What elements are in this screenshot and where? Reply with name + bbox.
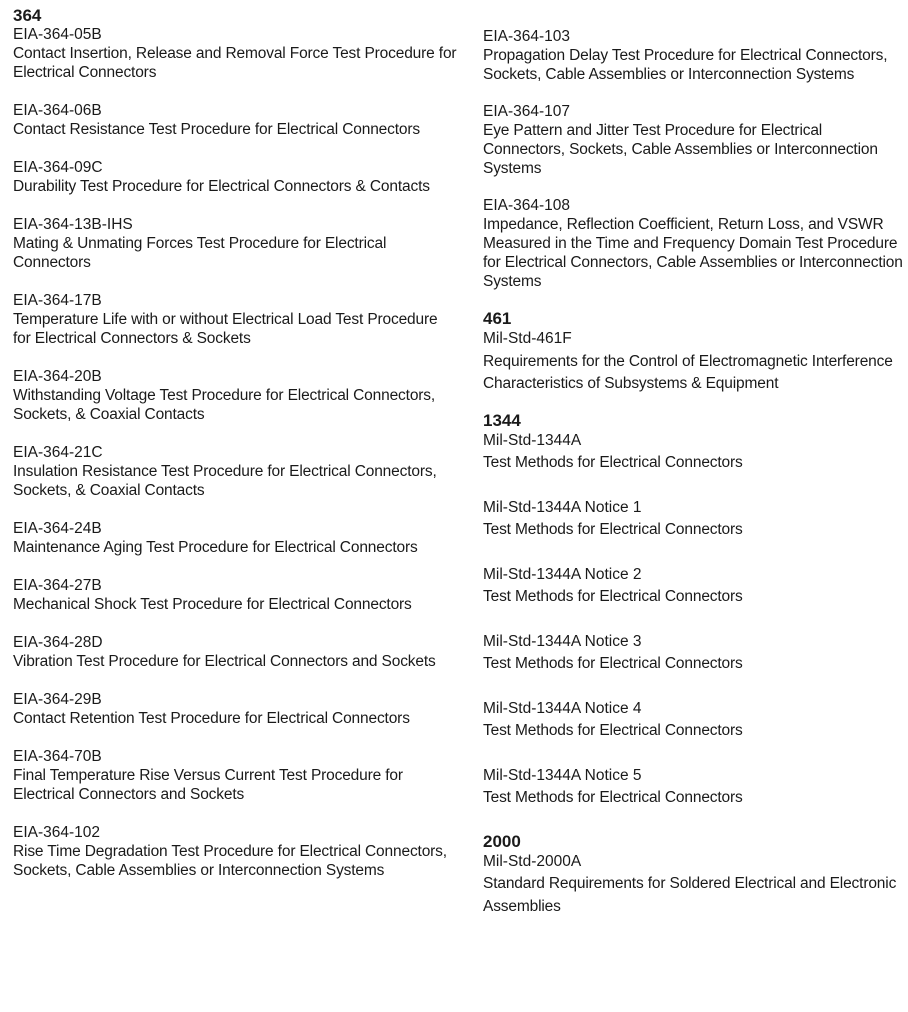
standard-entry [13, 690, 458, 728]
standard-title: Test Methods for Electrical Connectors [483, 454, 743, 471]
standard-code: EIA-364-21C [13, 444, 103, 461]
standard-entry [483, 631, 903, 676]
standard-code: EIA-364-102 [13, 824, 101, 841]
section-heading-364: 364 [13, 6, 42, 25]
standard-title: Test Methods for Electrical Connectors [483, 521, 743, 538]
standard-entry [483, 765, 903, 810]
standard-entry [13, 823, 458, 880]
standard-code: EIA-364-06B [13, 102, 102, 119]
section-364-continued [483, 6, 903, 291]
standard-entry [13, 215, 458, 272]
standard-code: Mil-Std-1344A Notice 5 [483, 766, 642, 784]
standard-code: EIA-364-05B [13, 26, 102, 43]
standard-code: Mil-Std-1344A Notice 3 [483, 632, 642, 650]
standard-title: Test Methods for Electrical Connectors [483, 722, 743, 739]
standard-title: Test Methods for Electrical Connectors [483, 655, 743, 672]
standard-code: EIA-364-20B [13, 368, 102, 385]
section-heading-461: 461 [483, 309, 512, 328]
standard-title: Standard Requirements for Soldered Electrical and Electronic Assemblies [483, 875, 897, 915]
standard-entry [483, 102, 903, 178]
standard-entry [483, 564, 903, 609]
standard-code: Mil-Std-1344A [483, 431, 582, 449]
standard-title: Durability Test Procedure for Electrical Connectors & Contacts [13, 178, 430, 195]
standard-code: EIA-364-29B [13, 691, 102, 708]
standard-code: EIA-364-28D [13, 634, 103, 651]
standard-code: EIA-364-09C [13, 159, 103, 176]
section-2000 [483, 832, 903, 919]
left-column [13, 6, 458, 899]
standard-entry [483, 27, 903, 84]
standard-entry [13, 633, 458, 671]
standard-title: Mechanical Shock Test Procedure for Electrical Connectors [13, 596, 412, 613]
standard-code: Mil-Std-2000A [483, 852, 582, 870]
standard-code: Mil-Std-1344A Notice 4 [483, 699, 642, 717]
standards-list-364-continued [483, 27, 903, 291]
standard-code: Mil-Std-1344A Notice 1 [483, 498, 642, 516]
standards-list-364 [13, 25, 458, 880]
standard-entry [13, 158, 458, 196]
standard-title: Final Temperature Rise Versus Current Test Procedure for Electrical Connectors and Sockets [13, 767, 403, 803]
standard-entry [483, 497, 903, 542]
standard-entry [483, 328, 903, 396]
standard-title: Contact Insertion, Release and Removal Force Test Procedure for Electrical Connectors [13, 45, 457, 81]
standard-title: Temperature Life with or without Electrical Load Test Procedure for Electrical Connectors & Sockets [13, 311, 438, 347]
standards-list-1344 [483, 430, 903, 810]
standard-code: EIA-364-103 [483, 28, 571, 45]
standard-title: Test Methods for Electrical Connectors [483, 588, 743, 605]
standard-entry [483, 196, 903, 291]
standard-entry [13, 519, 458, 557]
section-heading-2000: 2000 [483, 831, 521, 851]
standard-entry [483, 698, 903, 743]
standard-title: Impedance, Reflection Coefficient, Return Loss, and VSWR Measured in the Time and Frequency Domain Test Procedure for Electrical Connectors, Cable Assemblies or Interconnection Systems [483, 216, 903, 290]
standard-code: Mil-Std-1344A Notice 2 [483, 565, 642, 583]
standard-entry [483, 851, 903, 919]
standard-entry [13, 25, 458, 82]
standard-entry [13, 291, 458, 348]
standard-code: EIA-364-108 [483, 197, 571, 214]
standard-code: EIA-364-24B [13, 520, 102, 537]
standard-entry [13, 443, 458, 500]
standard-title: Propagation Delay Test Procedure for Electrical Connectors, Sockets, Cable Assemblies or Interconnection Systems [483, 47, 888, 83]
standard-title: Eye Pattern and Jitter Test Procedure for Electrical Connectors, Sockets, Cable Assemblies or Interconnection Systems [483, 122, 878, 177]
standard-entry [13, 367, 458, 424]
standard-code: EIA-364-107 [483, 103, 571, 120]
section-heading-1344: 1344 [483, 410, 521, 430]
section-1344 [483, 411, 903, 810]
standard-title: Rise Time Degradation Test Procedure for Electrical Connectors, Sockets, Cable Assemblies or Interconnection Systems [13, 843, 447, 879]
standard-title: Mating & Unmating Forces Test Procedure for Electrical Connectors [13, 235, 387, 271]
standard-code: EIA-364-17B [13, 292, 102, 309]
standards-list-2000 [483, 851, 903, 919]
standard-title: Vibration Test Procedure for Electrical Connectors and Sockets [13, 653, 436, 670]
standard-entry [13, 101, 458, 139]
standard-title: Requirements for the Control of Electromagnetic Interference Characteristics of Subsystems & Equipment [483, 352, 893, 392]
standard-entry [13, 576, 458, 614]
standard-code: EIA-364-27B [13, 577, 102, 594]
standard-title: Contact Retention Test Procedure for Electrical Connectors [13, 710, 410, 727]
standard-entry [13, 747, 458, 804]
standard-code: EIA-364-70B [13, 748, 102, 765]
standard-entry [483, 430, 903, 475]
standards-list-461 [483, 328, 903, 396]
standard-title: Maintenance Aging Test Procedure for Electrical Connectors [13, 539, 418, 556]
standard-title: Contact Resistance Test Procedure for Electrical Connectors [13, 121, 420, 138]
section-461 [483, 309, 903, 396]
standard-code: Mil-Std-461F [483, 330, 572, 347]
standard-title: Test Methods for Electrical Connectors [483, 789, 743, 806]
standard-code: EIA-364-13B-IHS [13, 216, 133, 233]
standard-title: Withstanding Voltage Test Procedure for Electrical Connectors, Sockets, & Coaxial Contacts [13, 387, 436, 423]
standard-title: Insulation Resistance Test Procedure for Electrical Connectors, Sockets, & Coaxial Contacts [13, 463, 437, 499]
right-column [483, 6, 903, 940]
